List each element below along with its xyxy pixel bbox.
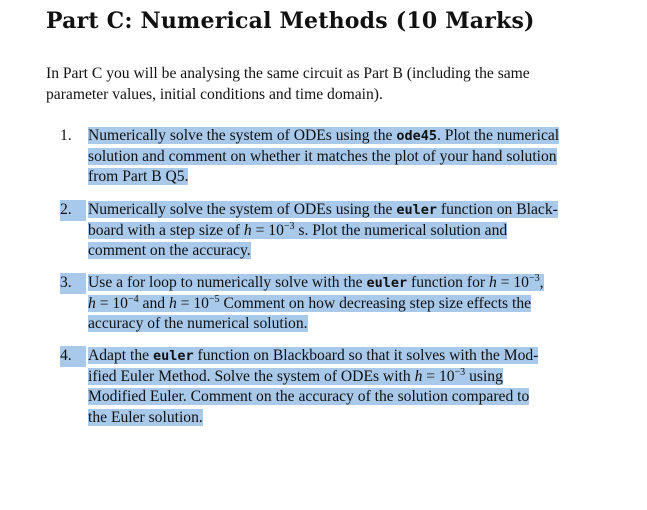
highlighted-text: Use a for loop to numerically solve with the euler function for $h = 10^{-3}$,	[88, 272, 544, 291]
intro-line: In Part C you will be analysing the same circuit as Part B (including the same	[46, 65, 530, 82]
highlighted-text: Adapt the euler function on Blackboard so that it solves with the Mod-	[88, 347, 539, 364]
item-text	[88, 273, 621, 335]
item-number: 3.	[60, 273, 86, 294]
highlighted-text: accuracy of the numerical solution.	[88, 315, 308, 332]
intro-paragraph	[46, 63, 621, 104]
highlighted-text: Modified Euler. Comment on the accuracy of the solution compared to	[88, 388, 530, 405]
highlighted-text: from Part B Q5.	[88, 168, 189, 185]
item-text	[88, 200, 621, 262]
highlighted-text: Numerically solve the system of ODEs using the ode45. Plot the numerical	[88, 127, 560, 144]
code-euler: euler	[152, 348, 194, 364]
highlighted-text: ified Euler Method. Solve the system of ODEs with $h = 10^{-3}$ using	[88, 366, 503, 385]
section-title: Part C: Numerical Methods (10 Marks)	[46, 8, 535, 34]
highlighted-text: Numerically solve the system of ODEs using the euler function on Black-	[88, 201, 558, 218]
item-text	[88, 126, 621, 188]
item-number: 2.	[60, 200, 86, 221]
highlighted-text: the Euler solution.	[88, 408, 203, 426]
code-ode45: ode45	[396, 128, 437, 144]
highlighted-text: solution and comment on whether it matches the plot of your hand solution	[88, 147, 557, 165]
highlighted-text: board with a step size of $h = 10^{-3}$ s. Plot the numerical solution and	[88, 220, 508, 239]
intro-line: parameter values, initial conditions and time domain).	[46, 85, 383, 103]
item-text	[88, 346, 621, 428]
item-number: 1.	[60, 127, 72, 144]
code-euler: euler	[396, 202, 437, 218]
code-euler: euler	[366, 275, 408, 291]
highlighted-text: $h = 10^{-4}$ and $h = 10^{-5}$ Comment on how decreasing step size effects the	[88, 293, 532, 312]
highlighted-text: comment on the accuracy.	[88, 242, 251, 259]
item-number: 4.	[60, 346, 86, 367]
